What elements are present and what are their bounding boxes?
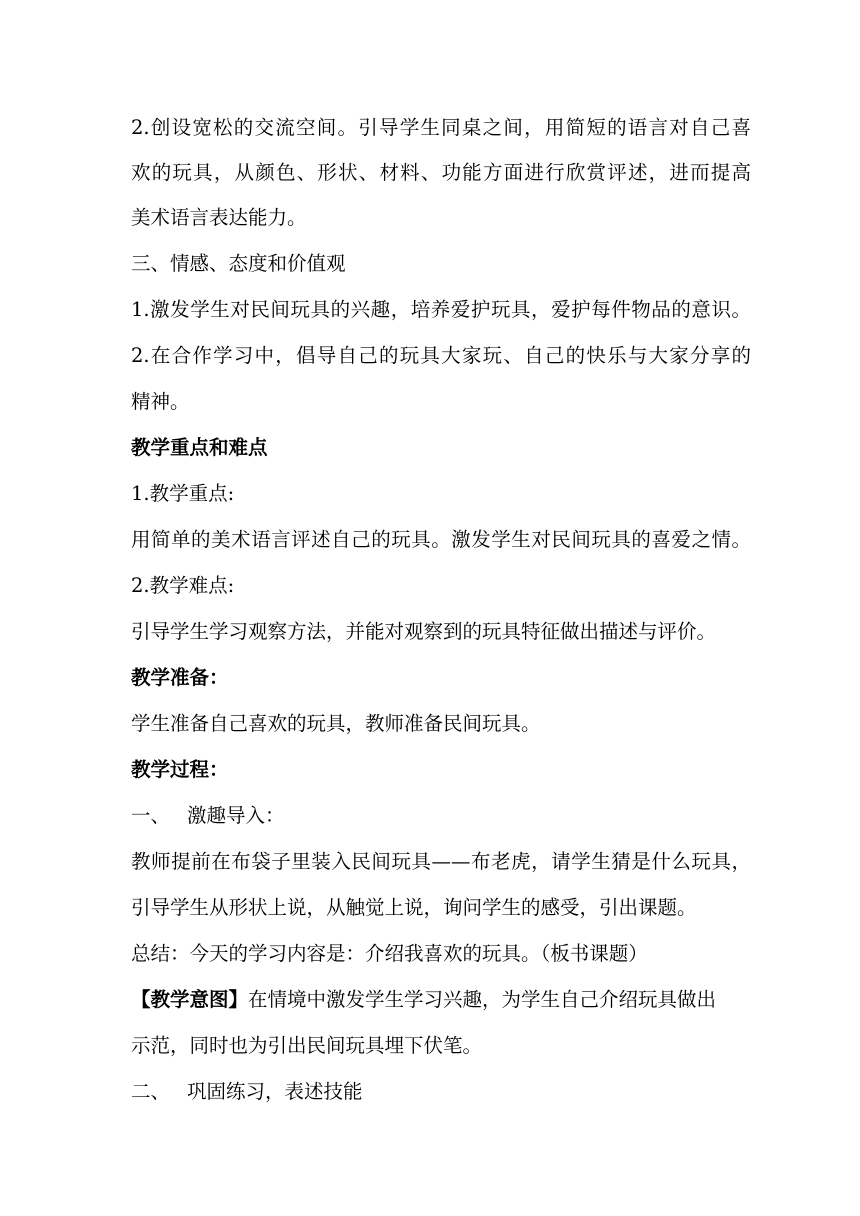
step-1-title: 激趣导入： <box>187 804 285 827</box>
preparation-heading: 教学准备： <box>131 666 229 689</box>
teaching-intent-line-1 <box>131 987 751 1013</box>
difficulty-label: 2.教学难点: <box>131 574 235 597</box>
key-points-heading: 教学重点和难点 <box>131 436 268 459</box>
goal-2-line-3: 美术语言表达能力。 <box>131 206 307 229</box>
teaching-intent-label: 【教学意图】 <box>131 988 249 1011</box>
focus-text: 用简单的美术语言评述自己的玩具。激发学生对民间玩具的喜爱之情。 <box>131 528 751 551</box>
goal-2-line-2: 欢的玩具，从颜色、形状、材料、功能方面进行欣赏评述，进而提高 <box>131 161 751 184</box>
step-2-heading <box>131 1079 751 1105</box>
section-3-item-2-line-2: 精神。 <box>131 390 190 413</box>
section-3-item-1: 1.激发学生对民间玩具的兴趣，培养爱护玩具，爱护每件物品的意识。 <box>131 298 751 321</box>
step-1-line-1: 教师提前在布袋子里装入民间玩具——布老虎，请学生猜是什么玩具， <box>131 850 751 873</box>
step-2-title: 巩固练习，表述技能 <box>187 1080 363 1103</box>
teaching-intent-line-2: 示范，同时也为引出民间玩具埋下伏笔。 <box>131 1034 483 1057</box>
section-3-heading: 三、情感、态度和价值观 <box>131 252 346 275</box>
summary-line: 总结：今天的学习内容是：介绍我喜欢的玩具。（板书课题） <box>131 942 648 965</box>
focus-label: 1.教学重点: <box>131 482 235 505</box>
difficulty-text: 引导学生学习观察方法，并能对观察到的玩具特征做出描述与评价。 <box>131 620 717 643</box>
section-3-item-2-line-1: 2.在合作学习中，倡导自己的玩具大家玩、自己的快乐与大家分享的 <box>131 344 751 367</box>
preparation-text: 学生准备自己喜欢的玩具，教师准备民间玩具。 <box>131 712 541 735</box>
step-1-number: 一、 <box>131 804 171 827</box>
step-1-heading <box>131 803 751 829</box>
step-1-line-2: 引导学生从形状上说，从触觉上说，询问学生的感受，引出课题。 <box>131 896 697 919</box>
step-2-number: 二、 <box>131 1080 171 1103</box>
process-heading: 教学过程： <box>131 758 229 781</box>
teaching-intent-text: 在情境中激发学生学习兴趣，为学生自己介绍玩具做出 <box>248 988 717 1011</box>
goal-2-line-1: 2.创设宽松的交流空间。引导学生同桌之间，用简短的语言对自己喜 <box>131 116 751 139</box>
